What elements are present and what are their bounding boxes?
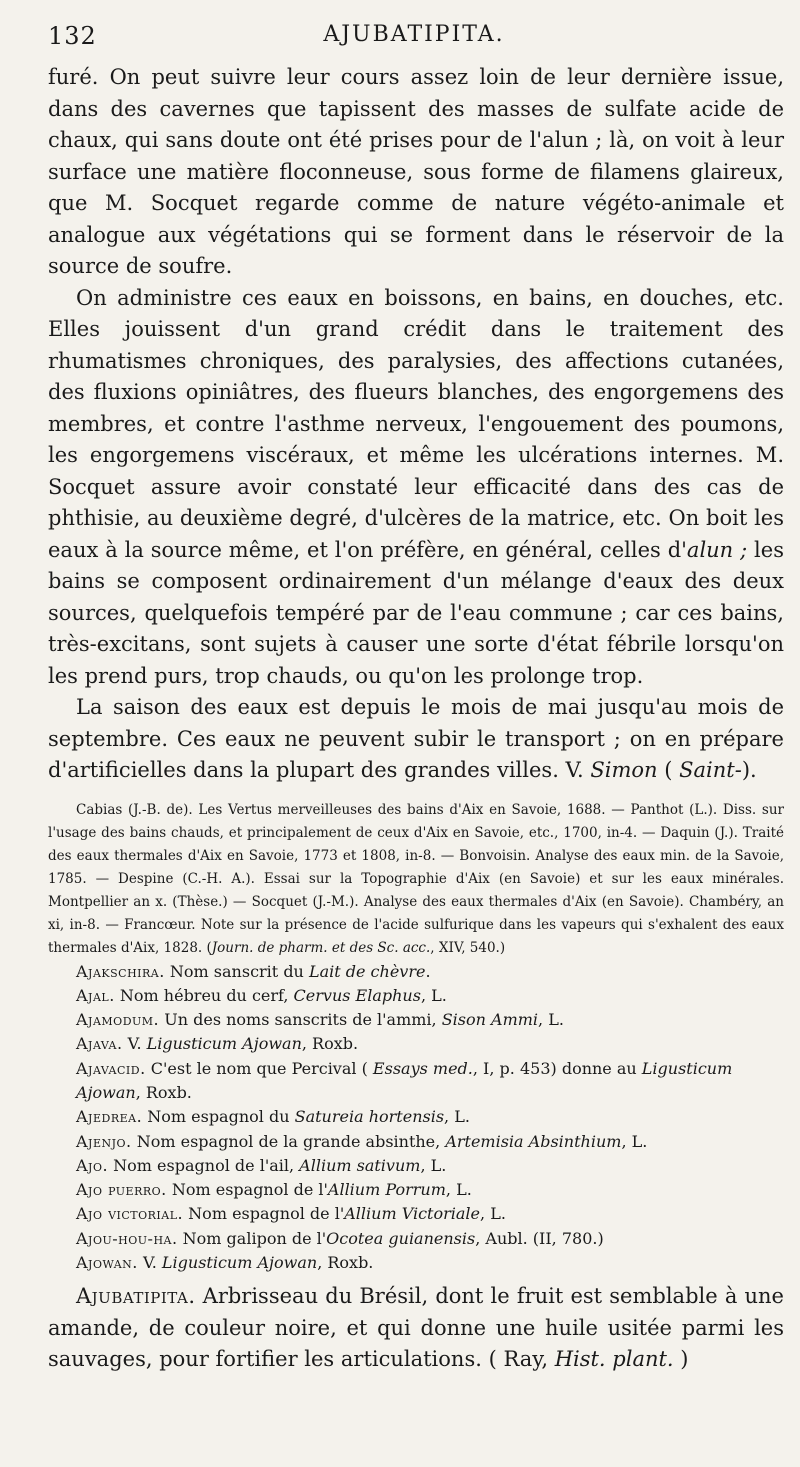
paragraph-1: furé. On peut suivre leur cours assez loin de leur dernière issue, dans des cavernes que tapissent des masses de sulfate acide de chaux, qui sans doute ont été prises pour de l'alun ; là, on voit à leur surface une matière floconneuse, sous forme de filamens glaireux, que M. Socquet regarde comme de nature végéto-animale et analogue aux végétations qui se forment dans le réservoir de la source de soufre. bbox=[48, 65, 784, 278]
page-header bbox=[48, 22, 780, 56]
entry-ajamodum: Ajamodum. Un des noms sanscrits de l'ammi, Sison Ammi, L. bbox=[76, 1010, 564, 1030]
entry-ajakschira: Ajakschira. Nom sanscrit du Lait de chèvre. bbox=[76, 961, 431, 981]
entry-ajo-puerro: Ajo puerro. Nom espagnol de l'Allium Porrum, L. bbox=[76, 1180, 472, 1200]
entry-ajubatipita: Ajubatipita. Arbrisseau du Brésil, dont le fruit est semblable à une amande, de couleur noire, et qui donne une huile usitée parmi les sauvages, pour fortifier les articulations. ( Ray, Hist. plant. ) bbox=[48, 1284, 784, 1372]
bibliography: Cabias (J.-B. de). Les Vertus merveilleuses des bains d'Aix en Savoie, 1688. — Panthot (L.). Diss. sur l'usage des bains chauds, et principalement de ceux d'Aix en Savoie, etc., 1700, in-4. — Daquin (J.). Traité des eaux thermales d'Aix en Savoie, 1773 et 1808, in-8. — Bonvoisin. Analyse des eaux min. de la Savoie, 1785. — Despine (C.-H. A.). Essai sur la Topographie d'Aix (en Savoie) et sur les eaux minérales. Montpellier an x. (Thèse.) — Socquet (J.-M.). Analyse des eaux thermales d'Aix (en Savoie). Chambéry, an xi, in-8. — Francœur. Note sur la présence de l'acide sulfurique dans les vapeurs qui s'exhalent des eaux thermales d'Aix, 1828. (Journ. de pharm. et des Sc. acc., XIV, 540.) bbox=[48, 801, 784, 956]
entry-ajenjo: Ajenjo. Nom espagnol de la grande absinthe, Artemisia Absinthium, L. bbox=[76, 1131, 648, 1151]
entry-ajavacid: Ajavacid. C'est le nom que Percival ( Essays med., I, p. 453) donne au Ligusticum Ajowan, Roxb. bbox=[76, 1058, 733, 1102]
entry-ajowan: Ajowan. V. Ligusticum Ajowan, Roxb. bbox=[76, 1253, 374, 1273]
entry-ajou-hou-ha: Ajou-hou-ha. Nom galipon de l'Ocotea guianensis, Aubl. (II, 780.) bbox=[76, 1228, 604, 1248]
glossary-entries bbox=[48, 960, 784, 1276]
paragraph-2: On administre ces eaux en boissons, en bains, en douches, etc. Elles jouissent d'un grand crédit dans le traitement des rhumatismes chroniques, des paralysies, des affections cutanées, des fluxions opiniâtres, des flueurs blanches, des engorgemens des membres, et contre l'asthme nerveux, l'engouement des poumons, les engorgemens viscéraux, et même les ulcérations internes. M. Socquet assure avoir constaté leur efficacité dans des cas de phthisie, au deuxième degré, d'ulcères de la matrice, etc. On boit les eaux à la source même, et l'on préfère, en général, celles d'alun ; les bains se composent ordinairement d'un mélange d'eaux des deux sources, quelquefois tempéré par de l'eau commune ; car ces bains, très-excitans, sont sujets à causer une sorte d'état fébrile lorsqu'on les prend purs, trop chauds, ou qu'on les prolonge trop. bbox=[48, 285, 784, 688]
entry-ajo: Ajo. Nom espagnol de l'ail, Allium sativum, L. bbox=[76, 1155, 447, 1175]
running-title: AJUBATIPITA. bbox=[323, 22, 505, 47]
entry-ajal: Ajal. Nom hébreu du cerf, Cervus Elaphus, L. bbox=[76, 985, 447, 1005]
page-body bbox=[48, 62, 784, 1376]
entry-ajo-victorial: Ajo victorial. Nom espagnol de l'Allium Victoriale, L. bbox=[76, 1204, 506, 1224]
entry-ajava: Ajava. V. Ligusticum Ajowan, Roxb. bbox=[76, 1034, 359, 1054]
paragraph-3: La saison des eaux est depuis le mois de mai jusqu'au mois de septembre. Ces eaux ne peuvent subir le transport ; on en prépare d'artificielles dans la plupart des grandes villes. V. Simon ( Saint-). bbox=[48, 695, 784, 782]
entry-ajedrea: Ajedrea. Nom espagnol du Satureia hortensis, L. bbox=[76, 1107, 470, 1127]
page-number: 132 bbox=[48, 22, 97, 50]
